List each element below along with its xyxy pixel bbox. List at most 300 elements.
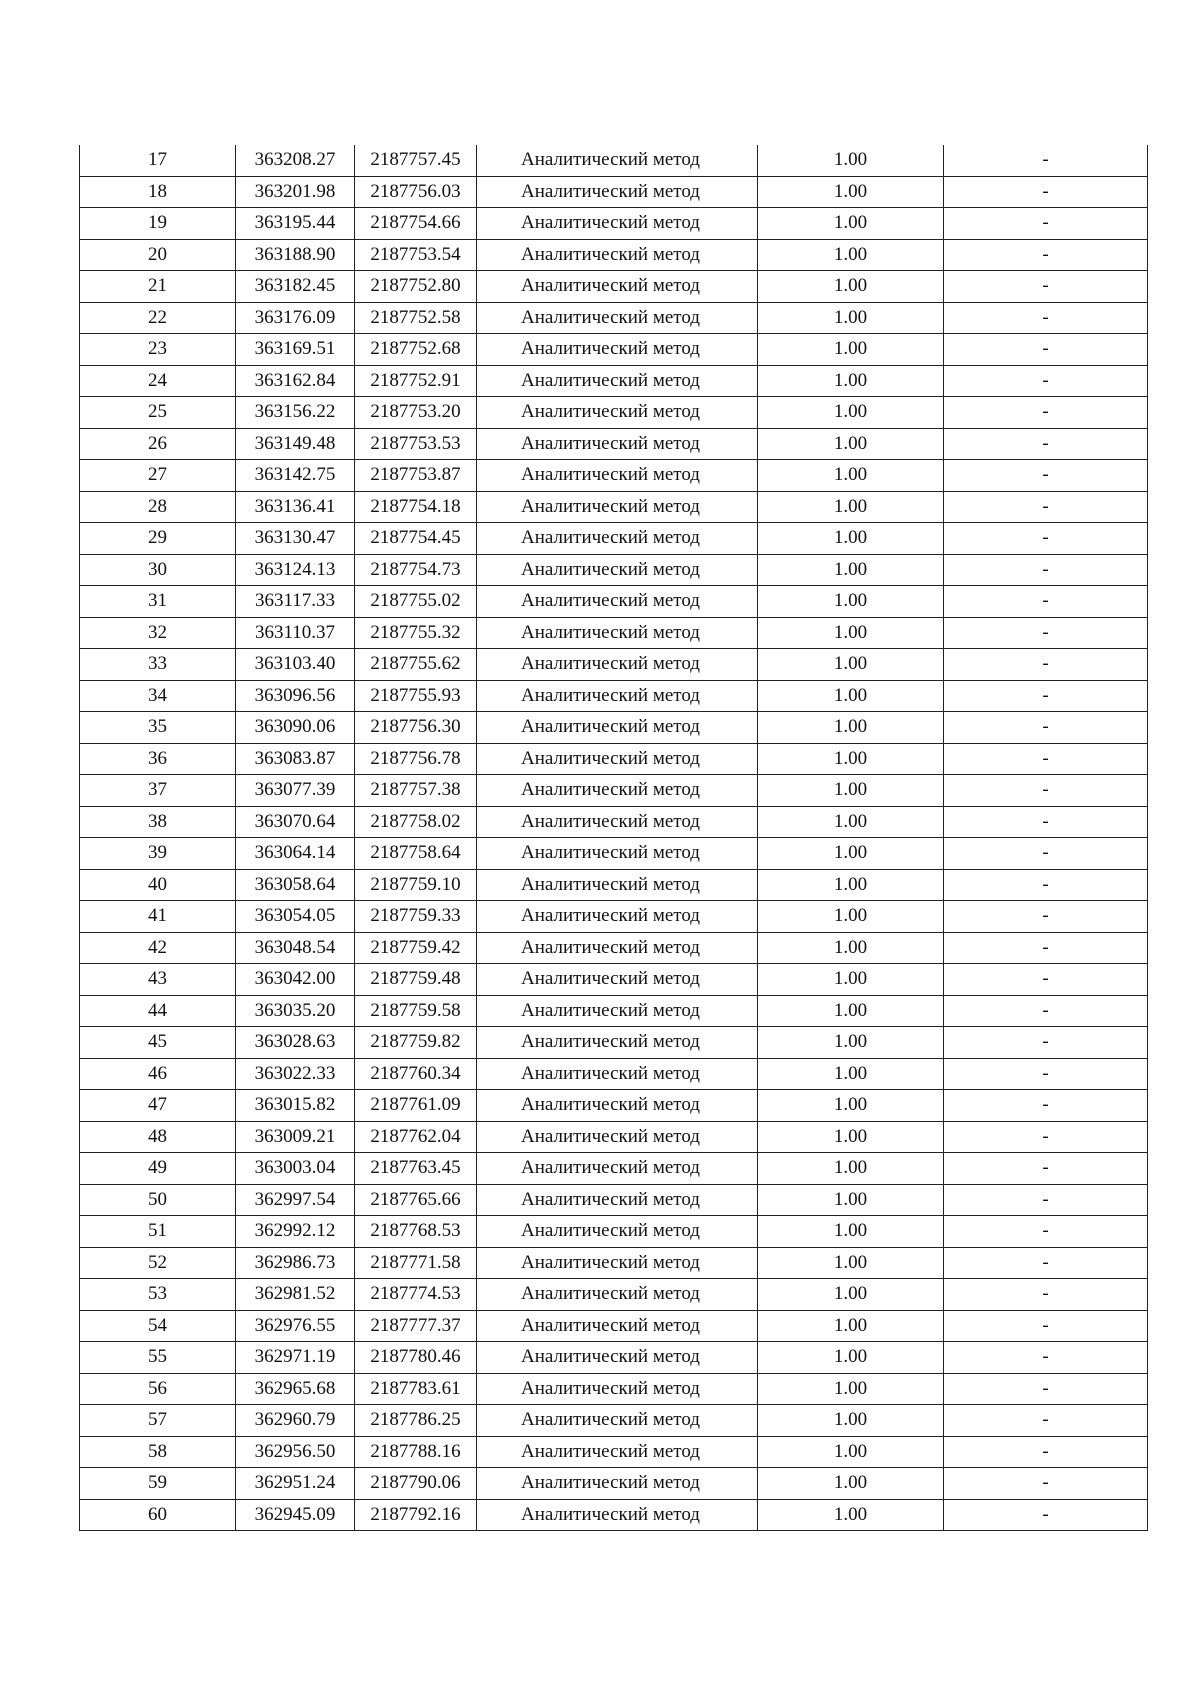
x-coordinate-cell: 362981.52 [236,1279,355,1311]
method-cell: Аналитический метод [477,1027,758,1059]
method-cell: Аналитический метод [477,1405,758,1437]
point-number-cell: 52 [80,1247,236,1279]
accuracy-cell: 1.00 [758,334,944,366]
y-coordinate-cell: 2187755.32 [355,617,477,649]
point-number-cell: 20 [80,239,236,271]
point-number-cell: 23 [80,334,236,366]
x-coordinate-cell: 362951.24 [236,1468,355,1500]
note-cell: - [944,649,1148,681]
x-coordinate-cell: 363156.22 [236,397,355,429]
table-row [80,680,1148,712]
x-coordinate-cell: 363009.21 [236,1121,355,1153]
method-cell: Аналитический метод [477,995,758,1027]
note-cell: - [944,271,1148,303]
table-row [80,176,1148,208]
note-cell: - [944,554,1148,586]
table-row [80,617,1148,649]
accuracy-cell: 1.00 [758,1121,944,1153]
note-cell: - [944,145,1148,176]
point-number-cell: 27 [80,460,236,492]
coordinates-table [79,145,1148,1531]
accuracy-cell: 1.00 [758,491,944,523]
note-cell: - [944,1342,1148,1374]
note-cell: - [944,680,1148,712]
y-coordinate-cell: 2187759.33 [355,901,477,933]
note-cell: - [944,586,1148,618]
point-number-cell: 46 [80,1058,236,1090]
note-cell: - [944,208,1148,240]
y-coordinate-cell: 2187783.61 [355,1373,477,1405]
table-row [80,932,1148,964]
table-row [80,1405,1148,1437]
table-row [80,1184,1148,1216]
method-cell: Аналитический метод [477,1216,758,1248]
x-coordinate-cell: 362976.55 [236,1310,355,1342]
accuracy-cell: 1.00 [758,1373,944,1405]
point-number-cell: 49 [80,1153,236,1185]
method-cell: Аналитический метод [477,176,758,208]
accuracy-cell: 1.00 [758,932,944,964]
table-row [80,397,1148,429]
y-coordinate-cell: 2187762.04 [355,1121,477,1153]
y-coordinate-cell: 2187757.38 [355,775,477,807]
method-cell: Аналитический метод [477,649,758,681]
method-cell: Аналитический метод [477,586,758,618]
point-number-cell: 57 [80,1405,236,1437]
accuracy-cell: 1.00 [758,239,944,271]
note-cell: - [944,176,1148,208]
note-cell: - [944,302,1148,334]
accuracy-cell: 1.00 [758,1499,944,1531]
x-coordinate-cell: 362960.79 [236,1405,355,1437]
point-number-cell: 58 [80,1436,236,1468]
method-cell: Аналитический метод [477,1310,758,1342]
table-row [80,1499,1148,1531]
table-row [80,1153,1148,1185]
y-coordinate-cell: 2187765.66 [355,1184,477,1216]
note-cell: - [944,1121,1148,1153]
table-row [80,145,1148,176]
x-coordinate-cell: 363048.54 [236,932,355,964]
method-cell: Аналитический метод [477,1499,758,1531]
x-coordinate-cell: 363124.13 [236,554,355,586]
y-coordinate-cell: 2187755.62 [355,649,477,681]
x-coordinate-cell: 363054.05 [236,901,355,933]
table-row [80,460,1148,492]
y-coordinate-cell: 2187753.87 [355,460,477,492]
accuracy-cell: 1.00 [758,1027,944,1059]
method-cell: Аналитический метод [477,1342,758,1374]
x-coordinate-cell: 363077.39 [236,775,355,807]
note-cell: - [944,397,1148,429]
table-body [80,145,1148,1531]
table-row [80,1058,1148,1090]
y-coordinate-cell: 2187788.16 [355,1436,477,1468]
point-number-cell: 33 [80,649,236,681]
accuracy-cell: 1.00 [758,397,944,429]
y-coordinate-cell: 2187771.58 [355,1247,477,1279]
method-cell: Аналитический метод [477,1468,758,1500]
x-coordinate-cell: 362997.54 [236,1184,355,1216]
table-row [80,775,1148,807]
y-coordinate-cell: 2187754.66 [355,208,477,240]
y-coordinate-cell: 2187759.82 [355,1027,477,1059]
note-cell: - [944,491,1148,523]
note-cell: - [944,1373,1148,1405]
note-cell: - [944,838,1148,870]
y-coordinate-cell: 2187790.06 [355,1468,477,1500]
y-coordinate-cell: 2187754.73 [355,554,477,586]
y-coordinate-cell: 2187756.30 [355,712,477,744]
note-cell: - [944,365,1148,397]
note-cell: - [944,1153,1148,1185]
accuracy-cell: 1.00 [758,460,944,492]
x-coordinate-cell: 362992.12 [236,1216,355,1248]
note-cell: - [944,775,1148,807]
table-row [80,271,1148,303]
point-number-cell: 40 [80,869,236,901]
method-cell: Аналитический метод [477,1153,758,1185]
y-coordinate-cell: 2187753.20 [355,397,477,429]
point-number-cell: 18 [80,176,236,208]
accuracy-cell: 1.00 [758,901,944,933]
table-row [80,1342,1148,1374]
table-row [80,964,1148,996]
x-coordinate-cell: 363003.04 [236,1153,355,1185]
accuracy-cell: 1.00 [758,1216,944,1248]
note-cell: - [944,1279,1148,1311]
x-coordinate-cell: 363169.51 [236,334,355,366]
x-coordinate-cell: 363176.09 [236,302,355,334]
y-coordinate-cell: 2187760.34 [355,1058,477,1090]
y-coordinate-cell: 2187758.02 [355,806,477,838]
method-cell: Аналитический метод [477,1373,758,1405]
point-number-cell: 19 [80,208,236,240]
accuracy-cell: 1.00 [758,1342,944,1374]
note-cell: - [944,901,1148,933]
point-number-cell: 45 [80,1027,236,1059]
x-coordinate-cell: 363188.90 [236,239,355,271]
accuracy-cell: 1.00 [758,1436,944,1468]
x-coordinate-cell: 363142.75 [236,460,355,492]
y-coordinate-cell: 2187752.91 [355,365,477,397]
accuracy-cell: 1.00 [758,838,944,870]
x-coordinate-cell: 362945.09 [236,1499,355,1531]
accuracy-cell: 1.00 [758,271,944,303]
table-row [80,743,1148,775]
note-cell: - [944,1058,1148,1090]
note-cell: - [944,617,1148,649]
method-cell: Аналитический метод [477,680,758,712]
accuracy-cell: 1.00 [758,649,944,681]
accuracy-cell: 1.00 [758,680,944,712]
y-coordinate-cell: 2187777.37 [355,1310,477,1342]
y-coordinate-cell: 2187780.46 [355,1342,477,1374]
x-coordinate-cell: 363022.33 [236,1058,355,1090]
x-coordinate-cell: 363182.45 [236,271,355,303]
point-number-cell: 31 [80,586,236,618]
method-cell: Аналитический метод [477,491,758,523]
note-cell: - [944,428,1148,460]
accuracy-cell: 1.00 [758,964,944,996]
note-cell: - [944,1468,1148,1500]
y-coordinate-cell: 2187759.10 [355,869,477,901]
x-coordinate-cell: 363058.64 [236,869,355,901]
method-cell: Аналитический метод [477,712,758,744]
point-number-cell: 30 [80,554,236,586]
y-coordinate-cell: 2187756.03 [355,176,477,208]
accuracy-cell: 1.00 [758,1153,944,1185]
y-coordinate-cell: 2187754.45 [355,523,477,555]
accuracy-cell: 1.00 [758,208,944,240]
accuracy-cell: 1.00 [758,365,944,397]
method-cell: Аналитический метод [477,1090,758,1122]
x-coordinate-cell: 363042.00 [236,964,355,996]
note-cell: - [944,712,1148,744]
point-number-cell: 28 [80,491,236,523]
method-cell: Аналитический метод [477,239,758,271]
table-row [80,1468,1148,1500]
accuracy-cell: 1.00 [758,995,944,1027]
point-number-cell: 36 [80,743,236,775]
point-number-cell: 39 [80,838,236,870]
method-cell: Аналитический метод [477,964,758,996]
table-row [80,491,1148,523]
accuracy-cell: 1.00 [758,1279,944,1311]
table-row [80,208,1148,240]
table-row [80,428,1148,460]
x-coordinate-cell: 363083.87 [236,743,355,775]
method-cell: Аналитический метод [477,838,758,870]
y-coordinate-cell: 2187759.48 [355,964,477,996]
accuracy-cell: 1.00 [758,712,944,744]
note-cell: - [944,1310,1148,1342]
point-number-cell: 50 [80,1184,236,1216]
note-cell: - [944,334,1148,366]
note-cell: - [944,239,1148,271]
y-coordinate-cell: 2187763.45 [355,1153,477,1185]
table-row [80,586,1148,618]
method-cell: Аналитический метод [477,271,758,303]
x-coordinate-cell: 362965.68 [236,1373,355,1405]
table-row [80,1027,1148,1059]
table-row [80,239,1148,271]
table-row [80,1373,1148,1405]
point-number-cell: 47 [80,1090,236,1122]
y-coordinate-cell: 2187756.78 [355,743,477,775]
accuracy-cell: 1.00 [758,428,944,460]
table-row [80,1247,1148,1279]
y-coordinate-cell: 2187752.80 [355,271,477,303]
point-number-cell: 37 [80,775,236,807]
accuracy-cell: 1.00 [758,1310,944,1342]
point-number-cell: 35 [80,712,236,744]
note-cell: - [944,806,1148,838]
table-row [80,365,1148,397]
table-row [80,1310,1148,1342]
point-number-cell: 55 [80,1342,236,1374]
point-number-cell: 34 [80,680,236,712]
method-cell: Аналитический метод [477,932,758,964]
table-row [80,869,1148,901]
table-row [80,1090,1148,1122]
point-number-cell: 17 [80,145,236,176]
note-cell: - [944,995,1148,1027]
y-coordinate-cell: 2187792.16 [355,1499,477,1531]
table-row [80,995,1148,1027]
y-coordinate-cell: 2187774.53 [355,1279,477,1311]
x-coordinate-cell: 363090.06 [236,712,355,744]
note-cell: - [944,964,1148,996]
x-coordinate-cell: 363201.98 [236,176,355,208]
method-cell: Аналитический метод [477,208,758,240]
y-coordinate-cell: 2187759.58 [355,995,477,1027]
x-coordinate-cell: 363096.56 [236,680,355,712]
note-cell: - [944,1090,1148,1122]
method-cell: Аналитический метод [477,806,758,838]
method-cell: Аналитический метод [477,901,758,933]
method-cell: Аналитический метод [477,1247,758,1279]
y-coordinate-cell: 2187753.54 [355,239,477,271]
x-coordinate-cell: 363162.84 [236,365,355,397]
y-coordinate-cell: 2187755.93 [355,680,477,712]
accuracy-cell: 1.00 [758,176,944,208]
x-coordinate-cell: 363028.63 [236,1027,355,1059]
point-number-cell: 25 [80,397,236,429]
note-cell: - [944,1027,1148,1059]
table-row [80,901,1148,933]
point-number-cell: 22 [80,302,236,334]
point-number-cell: 26 [80,428,236,460]
accuracy-cell: 1.00 [758,1184,944,1216]
method-cell: Аналитический метод [477,869,758,901]
x-coordinate-cell: 362986.73 [236,1247,355,1279]
method-cell: Аналитический метод [477,743,758,775]
table-row [80,806,1148,838]
method-cell: Аналитический метод [477,554,758,586]
x-coordinate-cell: 363110.37 [236,617,355,649]
method-cell: Аналитический метод [477,397,758,429]
y-coordinate-cell: 2187752.68 [355,334,477,366]
accuracy-cell: 1.00 [758,869,944,901]
method-cell: Аналитический метод [477,1121,758,1153]
method-cell: Аналитический метод [477,145,758,176]
table-row [80,1121,1148,1153]
table-row [80,1279,1148,1311]
point-number-cell: 21 [80,271,236,303]
y-coordinate-cell: 2187758.64 [355,838,477,870]
point-number-cell: 53 [80,1279,236,1311]
note-cell: - [944,1436,1148,1468]
point-number-cell: 56 [80,1373,236,1405]
point-number-cell: 42 [80,932,236,964]
point-number-cell: 51 [80,1216,236,1248]
method-cell: Аналитический метод [477,428,758,460]
accuracy-cell: 1.00 [758,554,944,586]
y-coordinate-cell: 2187753.53 [355,428,477,460]
point-number-cell: 48 [80,1121,236,1153]
point-number-cell: 60 [80,1499,236,1531]
y-coordinate-cell: 2187786.25 [355,1405,477,1437]
note-cell: - [944,460,1148,492]
y-coordinate-cell: 2187757.45 [355,145,477,176]
x-coordinate-cell: 363136.41 [236,491,355,523]
y-coordinate-cell: 2187759.42 [355,932,477,964]
point-number-cell: 54 [80,1310,236,1342]
table-row [80,1436,1148,1468]
method-cell: Аналитический метод [477,523,758,555]
method-cell: Аналитический метод [477,365,758,397]
point-number-cell: 38 [80,806,236,838]
y-coordinate-cell: 2187754.18 [355,491,477,523]
y-coordinate-cell: 2187752.58 [355,302,477,334]
x-coordinate-cell: 363149.48 [236,428,355,460]
accuracy-cell: 1.00 [758,586,944,618]
point-number-cell: 59 [80,1468,236,1500]
table-row [80,554,1148,586]
method-cell: Аналитический метод [477,775,758,807]
table-row [80,334,1148,366]
method-cell: Аналитический метод [477,302,758,334]
y-coordinate-cell: 2187768.53 [355,1216,477,1248]
method-cell: Аналитический метод [477,1279,758,1311]
accuracy-cell: 1.00 [758,1247,944,1279]
x-coordinate-cell: 363195.44 [236,208,355,240]
method-cell: Аналитический метод [477,1436,758,1468]
accuracy-cell: 1.00 [758,523,944,555]
note-cell: - [944,1405,1148,1437]
note-cell: - [944,1247,1148,1279]
x-coordinate-cell: 362971.19 [236,1342,355,1374]
table-row [80,712,1148,744]
x-coordinate-cell: 363103.40 [236,649,355,681]
point-number-cell: 43 [80,964,236,996]
method-cell: Аналитический метод [477,1184,758,1216]
table-row [80,838,1148,870]
point-number-cell: 32 [80,617,236,649]
note-cell: - [944,1216,1148,1248]
accuracy-cell: 1.00 [758,617,944,649]
point-number-cell: 44 [80,995,236,1027]
accuracy-cell: 1.00 [758,743,944,775]
accuracy-cell: 1.00 [758,775,944,807]
y-coordinate-cell: 2187761.09 [355,1090,477,1122]
table-row [80,523,1148,555]
accuracy-cell: 1.00 [758,302,944,334]
x-coordinate-cell: 363130.47 [236,523,355,555]
accuracy-cell: 1.00 [758,1058,944,1090]
x-coordinate-cell: 363208.27 [236,145,355,176]
note-cell: - [944,1499,1148,1531]
note-cell: - [944,932,1148,964]
point-number-cell: 29 [80,523,236,555]
note-cell: - [944,523,1148,555]
method-cell: Аналитический метод [477,334,758,366]
note-cell: - [944,869,1148,901]
x-coordinate-cell: 363117.33 [236,586,355,618]
table-row [80,649,1148,681]
x-coordinate-cell: 363070.64 [236,806,355,838]
method-cell: Аналитический метод [477,1058,758,1090]
x-coordinate-cell: 363035.20 [236,995,355,1027]
note-cell: - [944,743,1148,775]
point-number-cell: 24 [80,365,236,397]
table-row [80,1216,1148,1248]
note-cell: - [944,1184,1148,1216]
table-row [80,302,1148,334]
accuracy-cell: 1.00 [758,806,944,838]
accuracy-cell: 1.00 [758,1090,944,1122]
